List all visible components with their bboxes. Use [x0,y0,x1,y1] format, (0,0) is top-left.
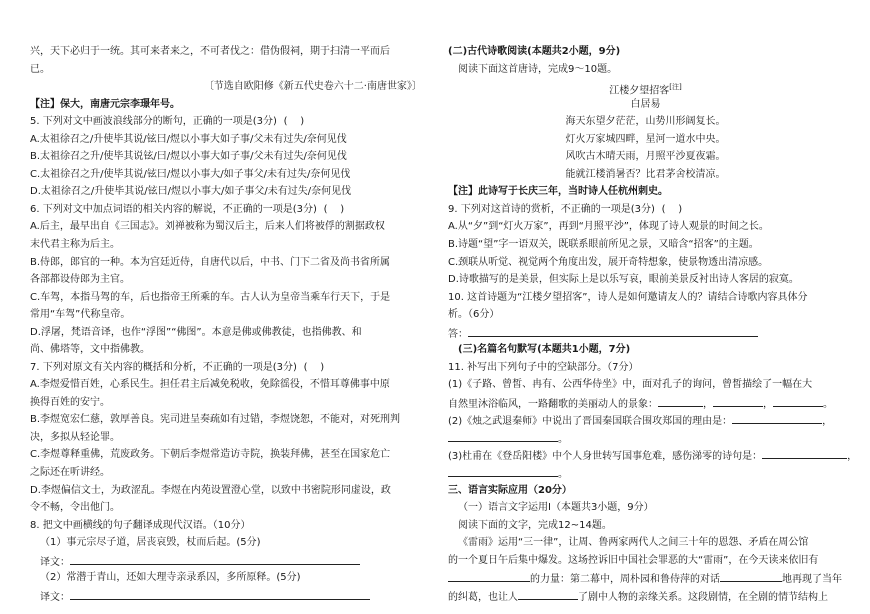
option-9d: D.诗歌描写的是美景，但实际上是以乐写哀，眼前美景反衬出诗人客居的寂寞。 [448,274,799,285]
answer-blank[interactable] [713,396,763,407]
poem-note-mark: [注] [669,83,682,91]
answer-line: 答： [448,326,758,342]
answer-blank[interactable] [518,589,578,600]
section-heading-poetry: (二)古代诗歌阅读(本题共2小题，9分) [448,46,621,57]
question-11-2-cont: 。 [448,431,568,447]
answer-blank[interactable] [720,571,782,582]
option-7c-cont: 之际还在听讲经。 [30,467,110,478]
answer-paren: ( ) [283,116,305,127]
instruction: 阅读下面的文字，完成12~14题。 [458,520,612,531]
option-6b-cont: 各部都设侍郎为主官。 [30,274,130,285]
question-11: 11. 补写出下列句子中的空缺部分。（7分） [448,362,639,373]
option-6d-cont: 尚、佛塔等，文中指佛教。 [30,344,150,355]
question-11-3-cont: 。 [448,466,568,482]
answer-blank[interactable] [448,466,558,477]
answer-blank[interactable] [448,571,530,582]
poem-line: 灯火万家城四畔，星河一道水中央。 [565,134,726,145]
passage-note: 【注】保大，南唐元宗李璟年号。 [30,99,180,110]
poem-line: 能就江楼消暑否？比君茅舍校清凉。 [565,169,726,180]
option-6d: D.浮屠，梵语音译，也作“浮图”“佛图”。本意是佛或佛教徒，也指佛教、和 [30,327,362,338]
answer-blank[interactable] [732,413,822,424]
answer-blank[interactable] [70,589,370,600]
option-5a: A.太祖徐召之/升使毕其说/铉曰/煜以小事大如子事/父未有过失/奈何见伐 [30,134,347,145]
answer-paren: ( ) [303,362,325,373]
option-5b: B.太祖徐召之升/使毕其说铉/曰/煜以小事大如子事/父未有过失/奈何见伐 [30,151,347,162]
passage-line-with-blanks: 的力量：第二幕中，周朴园和鲁侍萍的对话 地再现了当年 [448,571,842,587]
passage-line: 兴，天下必归于一统。其可来者来之，不可者伐之：借伪假祠，期于扫清一平而后 [30,46,390,57]
option-7d-cont: 令不畅，令出他门。 [30,502,120,513]
passage-line: 的一个夏日午后集中爆发。这场控诉旧中国社会罪恶的大“雷雨”，在今天读来依旧有 [448,555,819,566]
poem-line: 海天东望夕茫茫，山势川形阔复长。 [565,116,726,127]
poem-author: 白居易 [630,99,661,110]
option-6b: B.侍郎，郎官的一种。本为宫廷近侍，自唐代以后，中书、门下二省及尚书省所属 [30,257,391,268]
option-7c: C.李煜尊释重佛，荒废政务。下朝后李煜常造访寺院，换装拜佛，甚至在国家危亡 [30,449,391,460]
question-11-3: (3)杜甫在《登岳阳楼》中个人身世转写国事危难，感伤涕零的诗句是： ， [448,448,857,464]
option-5c: C.太祖徐召之升/使毕其说/铉曰/煜以小事大/如子事父/未有过失/奈何见伐 [30,169,351,180]
option-7b-cont: 决，多拟从轻论罪。 [30,432,120,443]
question-7: 7. 下列对原文有关内容的概括和分析，不正确的一项是(3分) ( ) [30,361,331,375]
option-9b: B.诗题“望”字一语双关，既联系眼前所见之景，又暗含“招客”的主题。 [448,239,759,250]
option-5d: D.太祖徐召之/升使毕其说/铉曰/煜以小事大/如子事父/未有过失/奈何见伐 [30,186,352,197]
answer-blank[interactable] [762,448,847,459]
option-6a-cont: 末代君主称为后主。 [30,239,120,250]
option-9c: C.颈联从听觉、视觉两个角度出发，展开奇特想象，使景物透出清凉感。 [448,257,769,268]
answer-blank[interactable] [658,396,703,407]
option-7a-cont: 换得百姓的安宁。 [30,397,110,408]
passage-line-with-blanks: 的纠葛，也让人 了剧中人物的亲缘关系。这段剧情，在全剧的情节结构上 [448,589,828,605]
question-10: 10. 这首诗题为“江楼夕望招客”，诗人是如何邀请友人的？请结合诗歌内容具体分 [448,292,808,303]
instruction: 阅读下面这首唐诗，完成9～10题。 [458,64,618,75]
answer-paren: ( ) [323,204,345,215]
answer-paren: ( ) [661,204,683,215]
answer-blank[interactable] [448,431,558,442]
section-heading-recitation: (三)名篇名句默写(本题共1小题，7分) [458,344,631,355]
option-7d: D.李煜偏信文士，为政涩乱。李煜在内苑设置澄心堂，以致中书密院形同虚设，政 [30,485,391,496]
translation-line-2: 译文： [30,589,370,605]
option-7b: B.李煜宽宏仁慈，敦厚善良。宪司进呈奏疏如有过错，李煜饶恕，不能对，对死刑判 [30,414,401,425]
option-6a: A.后主，最早出自《三国志》。刘禅被称为蜀汉后主，后来人们将被俘的割据政权 [30,221,385,232]
question-8-2: （2）常潜于青山，还如大理寺亲录系囚，多所原释。(5分) [40,572,301,583]
option-7a: A.李煜爱惜百姓，心系民生。担任君主后减免税收，免除徭役，不惜耳尊佛事中原 [30,379,390,390]
section-heading-language: 三、语言实际应用（20分） [448,485,572,496]
source-citation: 〔节选自欧阳修《新五代史卷六十二·南唐世家》〕 [203,81,422,92]
question-11-1-cont: 自然里沐浴临风，一路翻歌的美丽动人的景象： ， ， 。 [448,396,833,412]
question-6: 6. 下列对文中加点词语的相关内容的解说，不正确的一项是(3分) ( ) [30,203,351,217]
question-11-1: (1)《子路、曾皙、冉有、公西华侍坐》中，面对孔子的询问，曾皙描绘了一幅在大 [448,379,813,390]
answer-blank[interactable] [468,326,758,337]
answer-blank[interactable] [773,396,823,407]
poem-line: 风吹古木晴天雨，月照平沙夏夜霜。 [565,151,726,162]
answer-blank[interactable] [70,554,360,565]
poem-note: 【注】此诗写于长庆三年，当时诗人任杭州刺史。 [448,186,668,197]
passage-line: 已。 [30,64,50,75]
question-5: 5. 下列对文中画波浪线部分的断句，正确的一项是(3分) ( ) [30,115,311,129]
question-8: 8. 把文中画横线的句子翻译成现代汉语。（10分） [30,520,251,531]
question-11-2: (2)《烛之武退秦师》中说出了晋国秦国联合围攻郑国的理由是： ， [448,413,832,429]
translation-line-1: 译文： [30,554,360,570]
subsection-heading: （一）语言文字运用Ⅰ（本题共3小题，9分） [458,502,654,513]
question-10-cont: 析。（6分） [448,309,500,320]
option-6c: C.车驾，本指马驾的车，后也指帝王所乘的车。古人认为皇帝当乘车行天下，于是 [30,292,391,303]
question-9: 9. 下列对这首诗的赏析，不正确的一项是(3分) ( ) [448,203,689,217]
option-9a: A.从“夕”到“灯火万家”，再到“月照平沙”，体现了诗人观景的时间之长。 [448,221,769,232]
passage-line: 《雷雨》运用“三一律”，让周、鲁两家两代人之间三十年的恩怨、矛盾在周公馆 [458,537,809,548]
poem-title: 江楼夕望招客[注] [609,83,682,97]
option-6c-cont: 常用“车驾”代称皇帝。 [30,309,131,320]
question-8-1: （1）事元宗尽子道，居丧哀毁，杖而后起。(5分) [40,537,261,548]
